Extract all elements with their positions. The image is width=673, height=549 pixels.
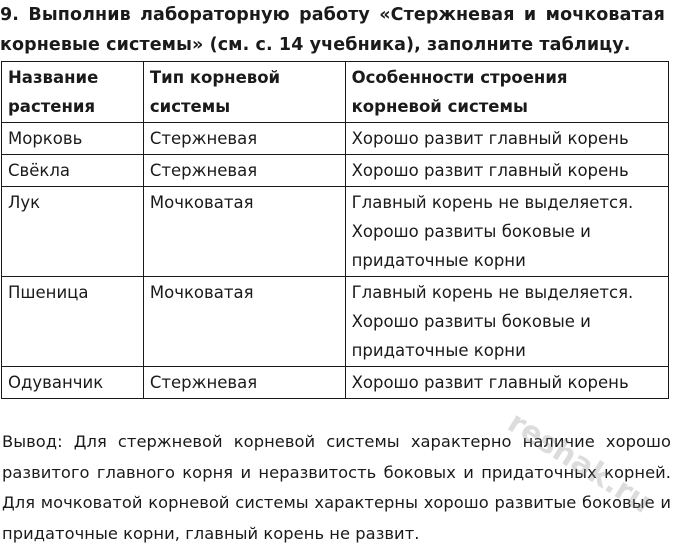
table-row <box>2 155 669 187</box>
task-text <box>0 0 673 60</box>
task-line-1: 9. Выполнив лабораторную работу «Стержневая и мочковатая <box>0 5 665 25</box>
header-root-features: Особенности строения корневой системы <box>345 62 668 123</box>
table-header-row <box>2 62 669 123</box>
cell-features: Главный корень не выделяется. Хорошо развиты боковые и придаточные корни <box>345 187 668 277</box>
conclusion-text: Вывод: Для стержневой корневой системы характерно наличие хорошо развитого главного корня и неразвитость боковых и придаточных корней. Для мочковатой корневой системы характерны хорошо развитые боковые и придаточные корни, главный корень не развит. <box>2 432 671 543</box>
cell-type: Стержневая <box>143 123 345 155</box>
table-row <box>2 367 669 399</box>
cell-type: Стержневая <box>143 367 345 399</box>
cell-type: Мочковатая <box>143 187 345 277</box>
header-plant-name: Название растения <box>2 62 144 123</box>
cell-plant: Лук <box>2 187 144 277</box>
watermark: reshak.ru <box>501 405 658 521</box>
cell-plant: Одуванчик <box>2 367 144 399</box>
header-root-type: Тип корневой системы <box>143 62 345 123</box>
cell-plant: Пшеница <box>2 277 144 367</box>
cell-features: Хорошо развит главный корень <box>345 367 668 399</box>
cell-features: Главный корень не выделяется. Хорошо развиты боковые и придаточные корни <box>345 277 668 367</box>
root-systems-table <box>1 61 669 399</box>
cell-type: Стержневая <box>143 155 345 187</box>
table-row <box>2 187 669 277</box>
cell-type: Мочковатая <box>143 277 345 367</box>
table-row <box>2 277 669 367</box>
task-line-2: корневые системы» (см. с. 14 учебника), заполните таблицу. <box>0 35 631 55</box>
cell-plant: Свёкла <box>2 155 144 187</box>
table-row <box>2 123 669 155</box>
cell-features: Хорошо развит главный корень <box>345 155 668 187</box>
cell-features: Хорошо развит главный корень <box>345 123 668 155</box>
cell-plant: Морковь <box>2 123 144 155</box>
